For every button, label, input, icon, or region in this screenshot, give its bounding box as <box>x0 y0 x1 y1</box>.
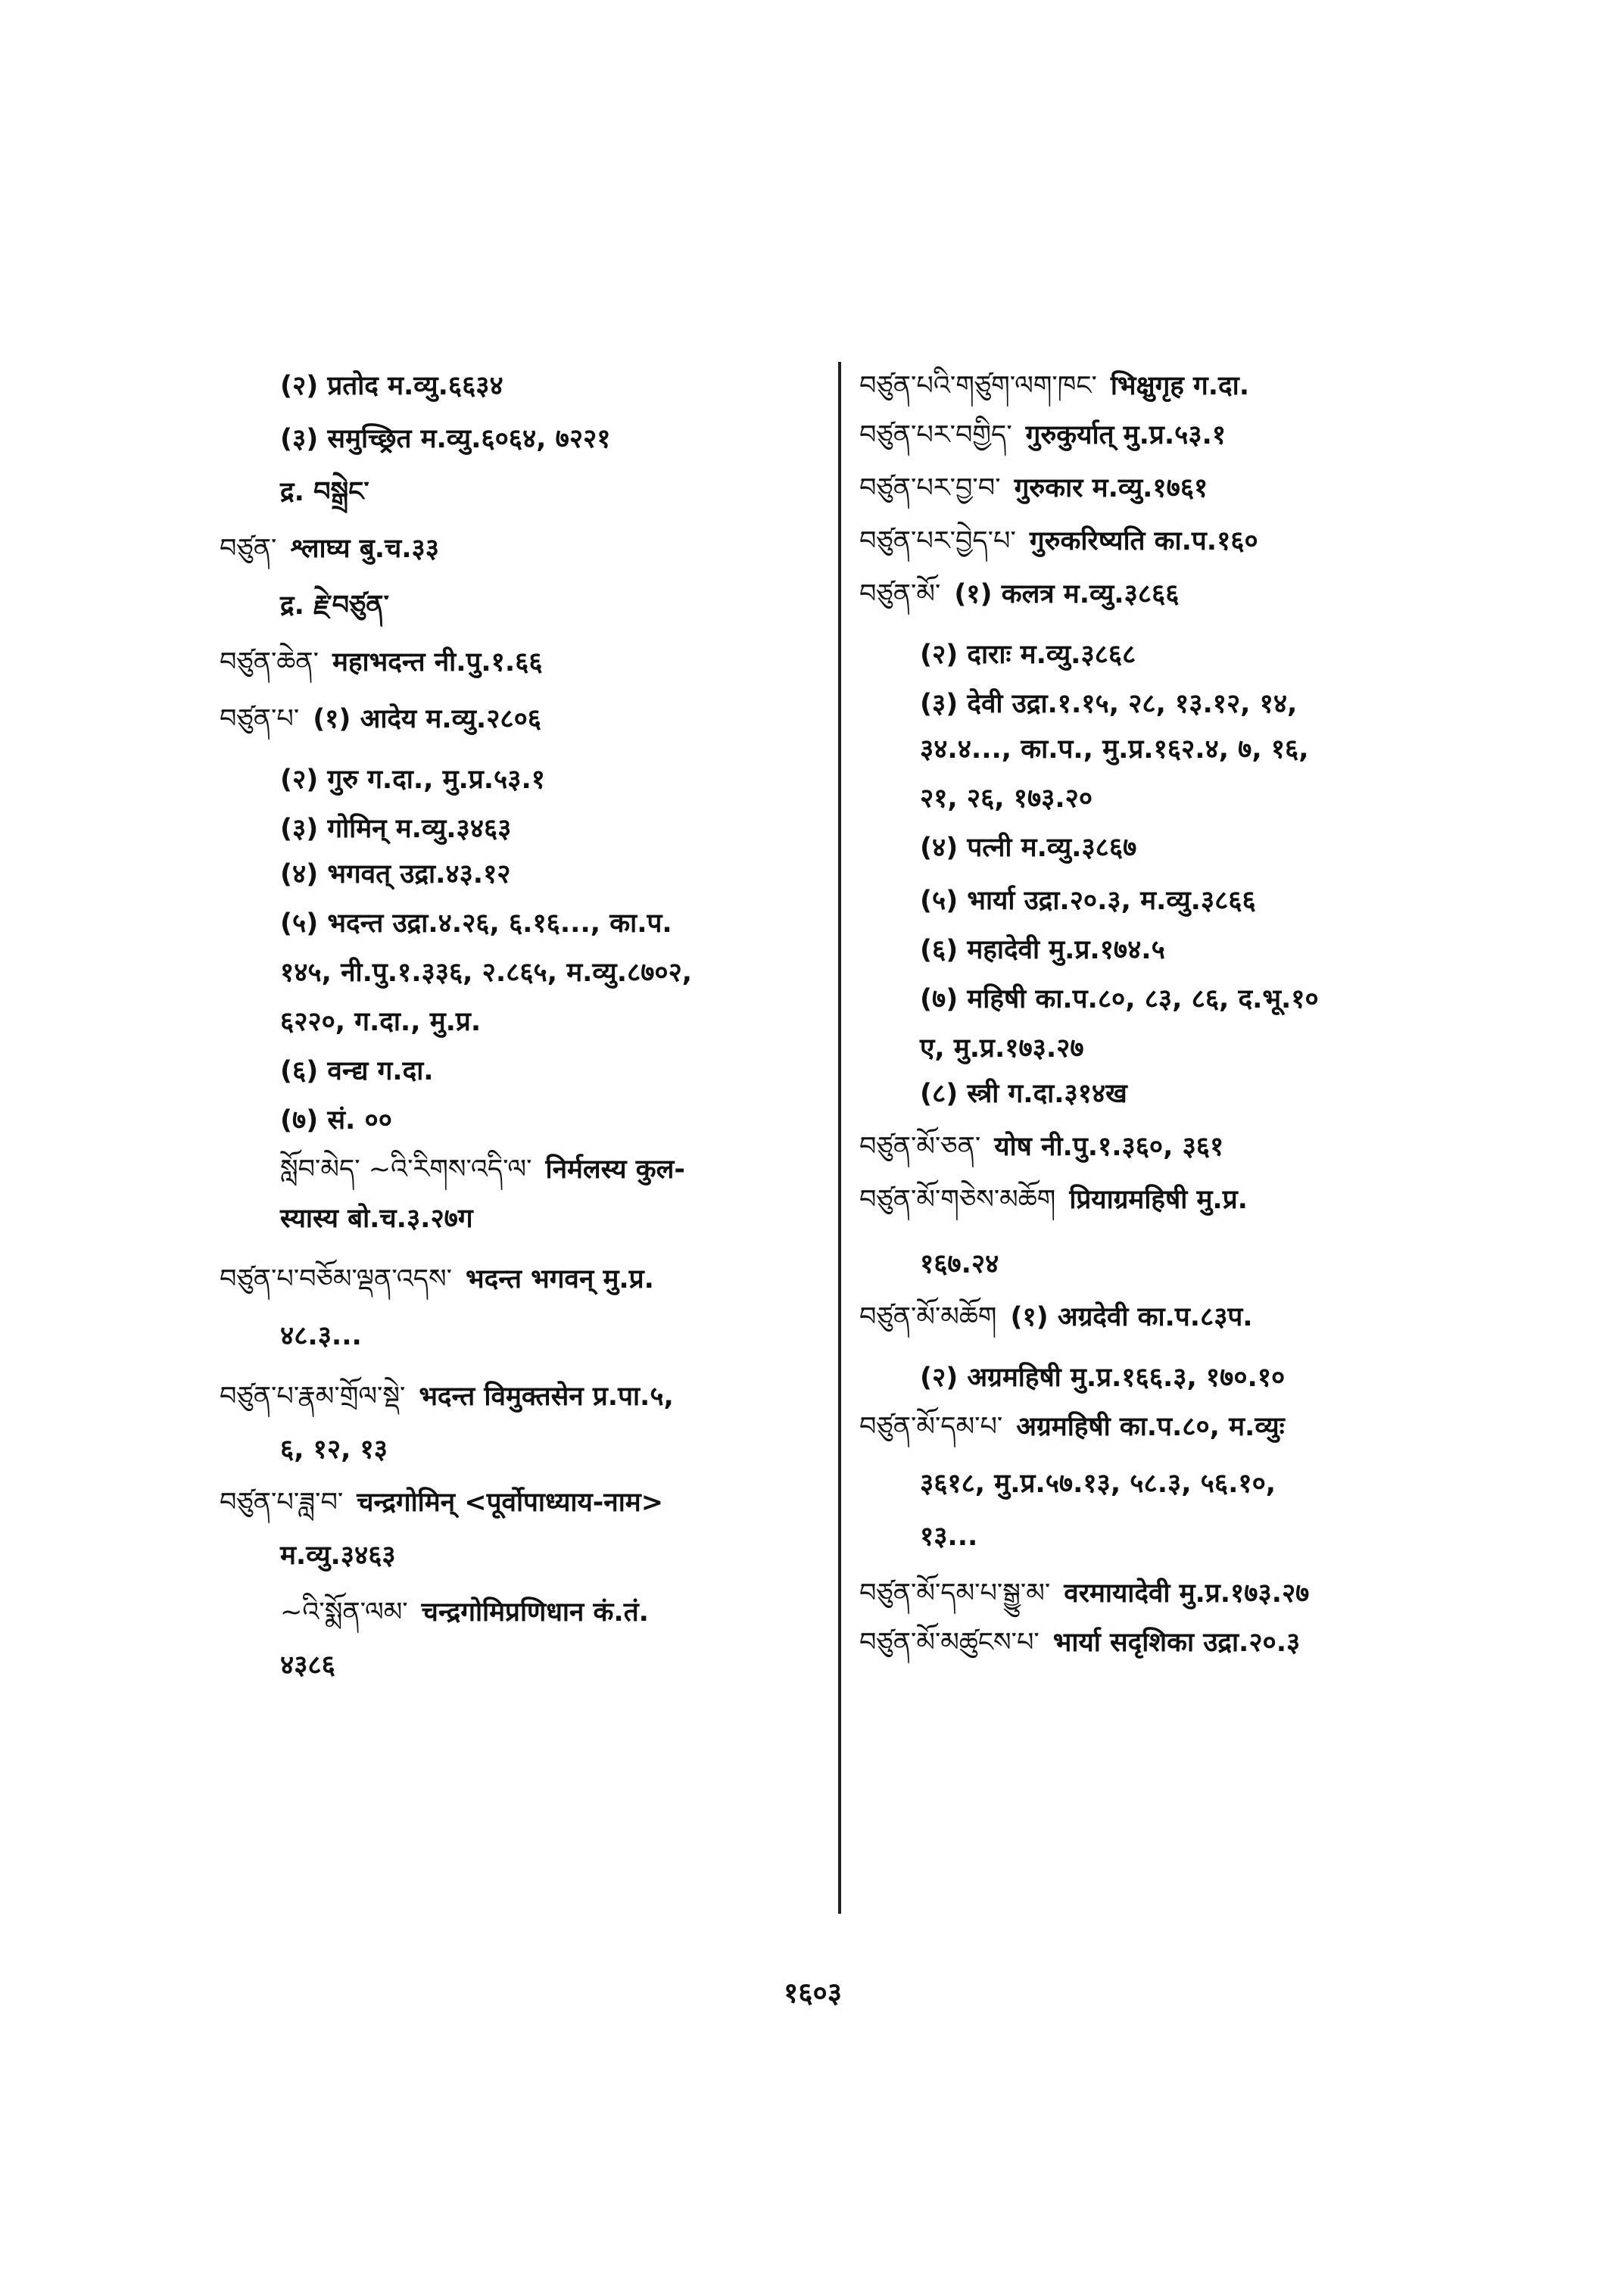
sanskrit-gloss: (३) समुच्छ्रित म.व्यु.६०६४, ७२२१ <box>280 424 611 454</box>
dictionary-line <box>859 1132 1223 1162</box>
sanskrit-gloss: स्यास्य बो.च.३.२७ग <box>280 1204 473 1234</box>
tibetan-headword: བཙུན་པར་བྱ་བ་ <box>859 473 1001 503</box>
sanskrit-gloss: (१) आदेय म.व्यु.२८०६ <box>313 704 541 734</box>
dictionary-line <box>280 590 389 621</box>
dictionary-line <box>280 814 511 844</box>
dictionary-line <box>920 1249 999 1279</box>
tibetan-headword: བཙུན་པ་ཟླ་བ་ <box>220 1488 344 1518</box>
tibetan-headword: བཙུན་མོ་མཆོག <box>859 1302 997 1332</box>
dictionary-line <box>220 1488 663 1518</box>
sanskrit-gloss: भदन्त विमुक्तसेन प्र.पा.५, <box>419 1382 674 1412</box>
sanskrit-gloss: ३४.४..., का.प., मु.प्र.१६२.४, ७, १६, <box>920 734 1309 765</box>
sanskrit-gloss: (७) महिषी का.प.८०, ८३, ८६, द.भू.१० <box>920 984 1319 1014</box>
dictionary-line <box>280 958 692 988</box>
tibetan-headword: བཙུན་པ་བཅོམ་ལྡན་འདས་ <box>220 1264 452 1294</box>
sanskrit-gloss: (२) प्रतोद म.व्यु.६६३४ <box>280 371 503 401</box>
sanskrit-gloss: ए, मु.प्र.१७३.२७ <box>920 1033 1084 1064</box>
dictionary-line <box>920 784 1093 814</box>
sanskrit-gloss: प्रियाग्रमहिषी मु.प्र. <box>1069 1185 1248 1215</box>
dictionary-line <box>920 984 1319 1014</box>
dictionary-line <box>920 886 1256 916</box>
dictionary-line <box>280 1007 481 1037</box>
tibetan-headword: སློབ་མེད་ ~འི་རིགས་འདི་ལ་ <box>280 1154 532 1185</box>
sanskrit-gloss: (२) गुरु ग.दा., मु.प्र.५३.१ <box>280 765 545 795</box>
tibetan-headword: བཙུན་མོ་གཅེས་མཆོག <box>859 1185 1056 1215</box>
dictionary-line <box>920 1079 1127 1109</box>
sanskrit-gloss: श्लाघ्य बु.च.३३ <box>290 534 439 564</box>
tibetan-headword: བཙུན་མོ་ <box>859 579 941 609</box>
dictionary-line <box>280 859 511 889</box>
sanskrit-gloss: (६) वन्द्य ग.दा. <box>280 1056 434 1086</box>
column-divider <box>838 362 841 1914</box>
sanskrit-gloss: वरमायादेवी मु.प्र.१७३.२७ <box>1064 1578 1310 1609</box>
sanskrit-gloss: (२) दाराः म.व्यु.३८६८ <box>920 640 1136 670</box>
sanskrit-gloss: गुरुकार म.व्यु.१७६१ <box>1014 473 1208 503</box>
dictionary-line <box>859 1185 1248 1215</box>
dictionary-line <box>280 765 545 795</box>
dictionary-line <box>859 526 1258 556</box>
sanskrit-gloss: १४५, नी.पु.१.३३६, २.८६५, म.व्यु.८७०२, <box>280 958 693 988</box>
sanskrit-gloss: (५) भार्या उद्रा.२०.३, म.व्यु.३८६६ <box>920 886 1256 916</box>
dictionary-line <box>920 1363 1285 1393</box>
tibetan-headword: བཙུན་པར་བྱེད་པ་ <box>859 526 1016 556</box>
sanskrit-gloss: १६७.२४ <box>920 1249 999 1279</box>
dictionary-line <box>280 1105 392 1136</box>
sanskrit-gloss: (६) महादेवी मु.प्र.१७४.५ <box>920 935 1165 965</box>
dictionary-line <box>920 689 1297 719</box>
sanskrit-gloss: योष नी.पु.१.३६०, ३६१ <box>994 1132 1224 1162</box>
sanskrit-gloss: (३) गोमिन् म.व्यु.३४६३ <box>280 814 512 844</box>
sanskrit-gloss: (४) पत्नी म.व्यु.३८६७ <box>920 833 1137 863</box>
tibetan-headword: བཙུན་མོ་མཚུངས་པ་ <box>859 1628 1040 1658</box>
dictionary-line <box>920 935 1165 965</box>
tibetan-headword: བཙུན་མོ་ཅན་ <box>859 1132 981 1162</box>
dictionary-line <box>859 1302 1253 1332</box>
sanskrit-gloss: (८) स्त्री ग.दा.३१४ख <box>920 1079 1127 1109</box>
dictionary-line <box>220 647 543 678</box>
dictionary-line <box>280 1321 362 1351</box>
sanskrit-gloss: (५) भदन्त उद्रा.४.२६, ६.१६..., का.प. <box>280 908 672 939</box>
sanskrit-gloss: २१, २६, १७३.२० <box>920 784 1093 814</box>
sanskrit-gloss: (७) सं. ०० <box>280 1105 392 1136</box>
sanskrit-gloss: (२) अग्रमहिषी मु.प्र.१६६.३, १७०.१० <box>920 1363 1286 1393</box>
tibetan-headword: བཙུན་པ་རྣམ་གྲོལ་སྡེ་ <box>220 1382 406 1412</box>
dictionary-line <box>220 704 541 734</box>
dictionary-line <box>280 1541 396 1571</box>
tibetan-headword: བཙུན་པ་ <box>220 704 300 734</box>
sanskrit-gloss: भदन्त भगवन् मु.प्र. <box>466 1264 654 1294</box>
dictionary-line <box>220 534 439 564</box>
sanskrit-gloss: गुरुकुर्यात् मु.प्र.५३.१ <box>1025 420 1227 450</box>
tibetan-headword: བཙུན་པར་བགྱིད་ <box>859 420 1012 450</box>
tibetan-headword: བཙུན་ཆེན་ <box>220 647 320 678</box>
sanskrit-gloss: चन्द्रगोमिप्रणिधान कं.तं. <box>421 1597 649 1628</box>
sanskrit-gloss: (१) कलत्र म.व्यु.३८६६ <box>954 579 1180 609</box>
dictionary-line <box>280 908 672 939</box>
sanskrit-gloss: ३६१८, मु.प्र.५७.१३, ५८.३, ५६.१०, <box>920 1469 1276 1499</box>
dictionary-line <box>920 640 1136 670</box>
sanskrit-gloss: महाभदन्त नी.पु.१.६६ <box>332 647 543 678</box>
sanskrit-gloss: ४३८६ <box>280 1650 335 1681</box>
sanskrit-gloss: भिक्षुगृह ग.दा. <box>1110 371 1249 401</box>
dictionary-line <box>280 1650 335 1681</box>
sanskrit-gloss: गुरुकरिष्यति का.प.१६० <box>1029 526 1258 556</box>
sanskrit-gloss: अग्रमहिषी का.प.८०, म.व्युः <box>1016 1412 1285 1442</box>
dictionary-line <box>280 424 610 454</box>
dictionary-line <box>920 1033 1084 1064</box>
tibetan-headword: བཙུན་པའི་གཙུག་ལག་ཁང་ <box>859 371 1097 401</box>
sanskrit-gloss: ६२२०, ग.दा., मु.प्र. <box>280 1007 482 1037</box>
sanskrit-gloss: भार्या सदृशिका उद्रा.२०.३ <box>1052 1628 1301 1658</box>
dictionary-line <box>920 1522 977 1552</box>
tibetan-headword: ~འི་སྨོན་ལམ་ <box>280 1597 408 1628</box>
dictionary-line <box>280 1204 473 1234</box>
sanskrit-gloss: चन्द्रगोमिन् <पूर्वोपाध्याय-नाम> <box>357 1488 664 1518</box>
dictionary-line <box>859 579 1179 609</box>
dictionary-line <box>920 734 1309 765</box>
dictionary-line <box>859 1628 1300 1658</box>
dictionary-line <box>280 477 369 507</box>
dictionary-line <box>280 1154 685 1185</box>
sanskrit-gloss: (४) भगवत् उद्रा.४३.१२ <box>280 859 511 889</box>
dictionary-line <box>220 1382 674 1412</box>
tibetan-headword: བཙུན་མོ་དམ་པ་སྒྱུ་མ་ <box>859 1578 1051 1609</box>
dictionary-line <box>280 1597 649 1628</box>
dictionary-line <box>859 1578 1309 1609</box>
sanskrit-gloss: द्र. རྗེ་བཙུན་ <box>280 590 389 621</box>
dictionary-line <box>280 371 503 401</box>
tibetan-headword: བཙུན་མོ་དམ་པ་ <box>859 1412 1003 1442</box>
sanskrit-gloss: (१) अग्रदेवी का.प.८३प. <box>1010 1302 1253 1332</box>
dictionary-line <box>280 1056 434 1086</box>
sanskrit-gloss: म.व्यु.३४६३ <box>280 1541 396 1571</box>
dictionary-line <box>859 1412 1285 1442</box>
sanskrit-gloss: १३... <box>920 1522 978 1552</box>
dictionary-line <box>920 833 1136 863</box>
sanskrit-gloss: द्र. བསྒྲེང་ <box>280 477 369 507</box>
dictionary-line <box>859 473 1208 503</box>
tibetan-headword: བཙུན་ <box>220 534 277 564</box>
sanskrit-gloss: निर्मलस्य कुल- <box>545 1154 685 1185</box>
dictionary-line <box>859 371 1249 401</box>
dictionary-line <box>859 420 1226 450</box>
dictionary-line <box>920 1469 1276 1499</box>
dictionary-line <box>220 1264 654 1294</box>
page-number: १६०३ <box>784 1977 842 2009</box>
sanskrit-gloss: (३) देवी उद्रा.१.१५, २८, १३.१२, १४, <box>920 689 1298 719</box>
sanskrit-gloss: ६, १२, १३ <box>280 1435 388 1465</box>
sanskrit-gloss: ४८.३... <box>280 1321 362 1351</box>
dictionary-line <box>280 1435 388 1465</box>
